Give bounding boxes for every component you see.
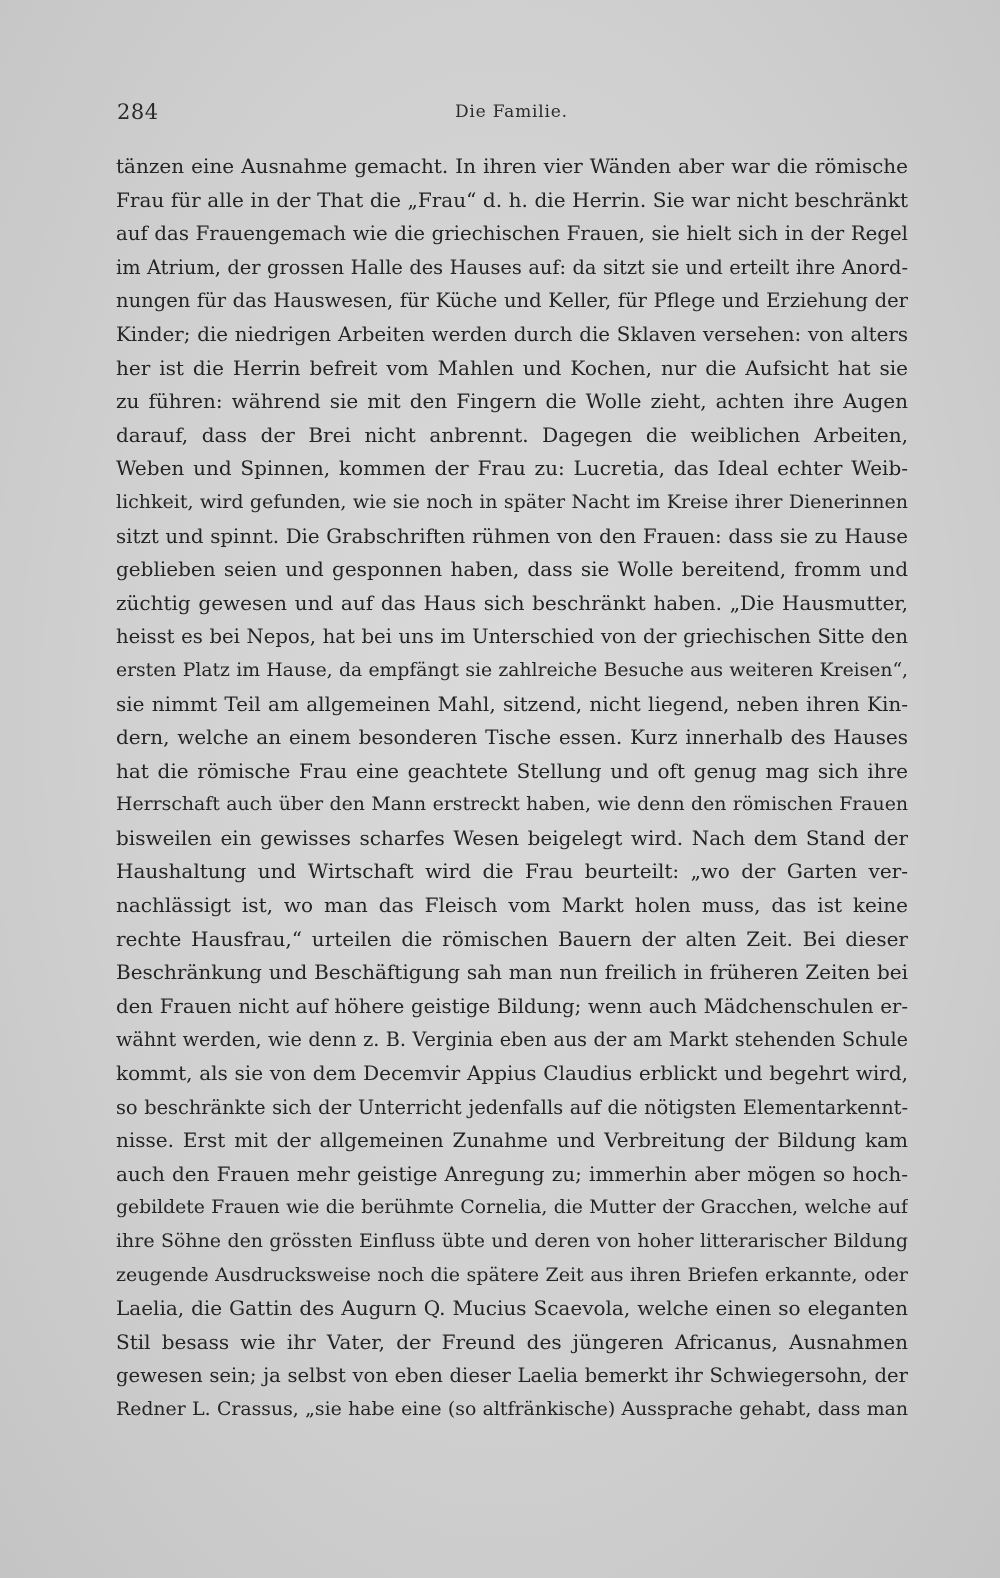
running-title: Die Familie. (455, 102, 568, 122)
text-line: auf das Frauengemach wie die griechischen Frauen, sie hielt sich in der Regel (116, 222, 908, 246)
text-line: gewesen sein; ja selbst von eben dieser Laelia bemerkt ihr Schwiegersohn, der (116, 1364, 908, 1388)
text-line: darauf, dass der Brei nicht anbrennt. Dagegen die weiblichen Arbeiten, (116, 422, 908, 447)
text-line: geblieben seien und gesponnen haben, dass sie Wolle bereitend, fromm und (116, 557, 908, 582)
text-line: Weben und Spinnen, kommen der Frau zu: Lucretia, das Ideal echter Weib- (116, 456, 908, 481)
text-line: sitzt und spinnt. Die Grabschriften rühmen von den Frauen: dass sie zu Hause (116, 524, 908, 548)
text-line: kommt, als sie von dem Decemvir Appius Claudius erblickt und begehrt wird, (116, 1061, 908, 1086)
text-line: wähnt werden, wie denn z. B. Verginia eben aus der am Markt stehenden Schule (116, 1028, 908, 1052)
text-line: den Frauen nicht auf höhere geistige Bildung; wenn auch Mädchenschulen er- (116, 994, 908, 1018)
text-line: zu führen: während sie mit den Fingern die Wolle zieht, achten ihre Augen (116, 389, 908, 414)
text-line: ihre Söhne den grössten Einfluss übte und deren von hoher litterarischer Bildung (116, 1230, 908, 1252)
text-line: ersten Platz im Hause, da empfängt sie zahlreiche Besuche aus weiteren Kreisen“, (116, 659, 908, 681)
text-line: Beschränkung und Beschäftigung sah man nun freilich in früheren Zeiten bei (116, 960, 908, 985)
text-line: tänzen eine Ausnahme gemacht. In ihren vier Wänden aber war die römische (116, 154, 908, 178)
running-head (117, 100, 907, 130)
text-line: Redner L. Crassus, „sie habe eine (so altfränkische) Aussprache gehabt, dass man (116, 1398, 908, 1420)
page-number: 284 (117, 100, 159, 124)
text-line: Laelia, die Gattin des Augurn Q. Mucius Scaevola, welche einen so eleganten (116, 1296, 908, 1321)
text-line: bisweilen ein gewisses scharfes Wesen beigelegt wird. Nach dem Stand der (116, 825, 908, 850)
text-line: Frau für alle in der That die „Frau“ d. h. die Herrin. Sie war nicht beschränkt (116, 187, 908, 212)
text-line: heisst es bei Nepos, hat bei uns im Unterschied von der griechischen Sitte den (116, 625, 908, 649)
text-line: sie nimmt Teil am allgemeinen Mahl, sitzend, nicht liegend, neben ihren Kin- (116, 691, 908, 716)
text-line: gebildete Frauen wie die berühmte Cornelia, die Mutter der Gracchen, welche auf (116, 1197, 908, 1219)
text-line: nisse. Erst mit der allgemeinen Zunahme und Verbreitung der Bildung kam (116, 1128, 908, 1153)
text-line: Stil besass wie ihr Vater, der Freund des jüngeren Africanus, Ausnahmen (116, 1329, 908, 1354)
text-line: so beschränkte sich der Unterricht jedenfalls auf die nötigsten Elementarkennt- (116, 1095, 908, 1119)
text-line: züchtig gewesen und auf das Haus sich beschränkt haben. „Die Hausmutter, (116, 590, 908, 615)
text-line: zeugende Ausdrucksweise noch die spätere Zeit aus ihren Briefen erkannte, oder (116, 1263, 908, 1286)
text-line: lichkeit, wird gefunden, wie sie noch in später Nacht im Kreise ihrer Dienerinnen (116, 490, 908, 513)
text-line: hat die römische Frau eine geachtete Stellung und oft genug mag sich ihre (116, 758, 908, 783)
text-line: nungen für das Hauswesen, für Küche und Keller, für Pflege und Erziehung der (116, 289, 908, 313)
text-line: dern, welche an einem besonderen Tische essen. Kurz innerhalb des Hauses (116, 725, 908, 750)
text-line: Haushaltung und Wirtschaft wird die Frau beurteilt: „wo der Garten ver- (116, 859, 908, 884)
text-line: im Atrium, der grossen Halle des Hauses auf: da sitzt sie und erteilt ihre Anord- (116, 255, 908, 279)
text-line: Kinder; die niedrigen Arbeiten werden durch die Sklaven versehen: von alters (116, 322, 908, 346)
text-line: rechte Hausfrau,“ urteilen die römischen Bauern der alten Zeit. Bei dieser (116, 926, 908, 951)
text-line: nachlässigt ist, wo man das Fleisch vom Markt holen muss, das ist keine (116, 893, 908, 918)
text-line: auch den Frauen mehr geistige Anregung zu; immerhin aber mögen so hoch- (116, 1161, 908, 1186)
body-text (116, 150, 908, 1427)
text-line: her ist die Herrin befreit vom Mahlen und Kochen, nur die Aufsicht hat sie (116, 355, 908, 380)
text-line: Herrschaft auch über den Mann erstreckt haben, wie denn den römischen Frauen (116, 793, 908, 816)
